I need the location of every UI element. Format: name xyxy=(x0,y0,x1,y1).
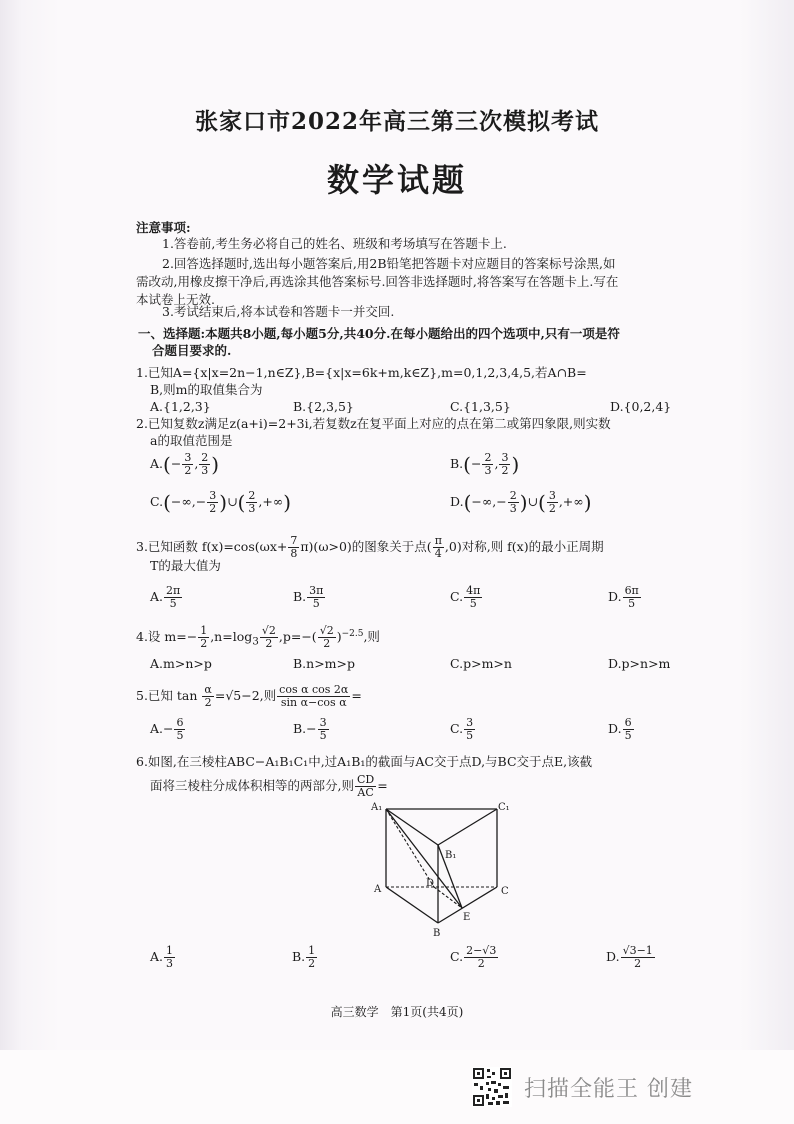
notice-heading: 注意事项: xyxy=(136,220,191,235)
q1-option-b: B.{2,3,5} xyxy=(293,399,354,414)
prism-figure xyxy=(366,795,526,945)
label-a1: A₁ xyxy=(371,802,383,813)
q3-option-c: C. $\frac{4\pi}{5}$ xyxy=(450,584,481,610)
q6-option-b: B. $\frac{1}{2}$ xyxy=(292,944,316,970)
q4-option-c: C.p>m>n xyxy=(450,656,512,671)
section-heading: 一、选择题:本题共8小题,每小题5分,共40分.在每小题给出的四个选项中,只有一项是符 xyxy=(138,326,620,341)
label-c1: C₁ xyxy=(498,802,510,813)
label-e: E xyxy=(463,912,471,923)
q5-option-c: C. $\frac{3}{5}$ xyxy=(450,716,474,742)
q3-stem: 3.已知函数 f(x)=cos(ωx+ $\frac{7}{8}$ π)(ω>0)的图象关于点( $\frac{\pi}{4}$ ,0)对称,则 f(x)的最小正周期 xyxy=(136,534,604,560)
q2-option-d: D.(−∞,− $\frac{2}{3}$ )∪( $\frac{3}{2}$ ,+∞) xyxy=(450,489,592,515)
exam-title: 张家口市2022年高三第三次模拟考试 xyxy=(194,108,599,135)
q1-option-d: D.{0,2,4} xyxy=(610,399,672,414)
q4-option-b: B.n>m>p xyxy=(293,656,356,671)
section-heading-cont: 合题目要求的. xyxy=(152,343,232,358)
q5-stem: 5.已知 tan $\frac{\alpha}{2}$ =√5−2,则 $\frac{\text{cos α cos 2α}}{\text{sin α−cos α}}$ = xyxy=(136,683,362,709)
notice-item-2-cont: 需改动,用橡皮擦干净后,再选涂其他答案标号.回答非选择题时,将答案写在答题卡上.写在 xyxy=(136,274,619,289)
q2-stem: 2.已知复数z满足z(a+i)=2+3i,若复数z在复平面上对应的点在第二或第四象限,则实数 xyxy=(136,416,611,431)
q6-stem: 6.如图,在三棱柱ABC−A₁B₁C₁中,过A₁B₁的截面与AC交于点D,与BC交于点E,该截 xyxy=(136,754,593,769)
q6-option-a: A. $\frac{1}{3}$ xyxy=(150,944,174,970)
q5-option-d: D. $\frac{6}{5}$ xyxy=(608,716,632,742)
q6-stem-cont: 面将三棱柱分成体积相等的两部分,则 $\frac{CD}{AC}$ = xyxy=(150,773,388,799)
q5-option-a: A.− $\frac{6}{5}$ xyxy=(150,716,184,742)
q2-option-b: B.(− $\frac{2}{3}$ , $\frac{3}{2}$ ) xyxy=(450,451,520,477)
page-footer: 高三数学 第1页(共4页) xyxy=(330,1005,464,1019)
q1-option-c: C.{1,3,5} xyxy=(450,399,511,414)
label-d: D xyxy=(426,878,435,889)
q2-stem-cont: a的取值范围是 xyxy=(150,433,233,448)
q5-option-b: B.− $\frac{3}{5}$ xyxy=(293,716,327,742)
q6-option-d: D. $\frac{√3-1}{2}$ xyxy=(606,944,653,970)
q3-stem-cont: T的最大值为 xyxy=(150,558,221,573)
q1-option-a: A.{1,2,3} xyxy=(150,399,211,414)
label-b: B xyxy=(433,928,441,939)
notice-item-3: 3.考试结束后,将本试卷和答题卡一并交回. xyxy=(162,304,395,319)
q1-stem-cont: B,则m的取值集合为 xyxy=(150,382,263,397)
q4-option-a: A.m>n>p xyxy=(150,656,212,671)
q4-stem: 4.设 m=− $\frac{1}{2}$ $,n=\log_3$ $\frac{√2}{2}$ ,p=−( $\frac{√2}{2}$ )$^{-2.5}$,则 xyxy=(136,624,380,650)
q2-option-c: C.(−∞,− $\frac{3}{2}$ )∪( $\frac{2}{3}$ ,+∞) xyxy=(150,489,292,515)
notice-item-2-end: 本试卷上无效. xyxy=(136,292,215,307)
watermark-text: 扫描全能王 创建 xyxy=(524,1076,693,1102)
subject-title: 数学试题 xyxy=(326,161,467,199)
q1-stem: 1.已知A={x|x=2n−1,n∈Z},B={x|x=6k+m,k∈Z},m=0,1,2,3,4,5,若A∩B= xyxy=(136,365,587,380)
notice-item-2: 2.回答选择题时,选出每小题答案后,用2B铅笔把答题卡对应题目的答案标号涂黑,如 xyxy=(162,256,616,271)
q2-option-a: A.(− $\frac{3}{2}$ , $\frac{2}{3}$ ) xyxy=(150,451,220,477)
notice-item-1: 1.答卷前,考生务必将自己的姓名、班级和考场填写在答题卡上. xyxy=(162,236,507,251)
q4-option-d: D.p>n>m xyxy=(608,656,671,671)
label-c: C xyxy=(501,886,509,897)
label-b1: B₁ xyxy=(445,850,457,861)
q3-option-b: B. $\frac{3\pi}{5}$ xyxy=(293,584,324,610)
q3-option-d: D. $\frac{6\pi}{5}$ xyxy=(608,584,639,610)
q6-option-c: C. $\frac{2-√3}{2}$ xyxy=(450,944,497,970)
label-a: A xyxy=(374,884,382,895)
qr-code-icon xyxy=(472,1067,512,1107)
q3-option-a: A. $\frac{2\pi}{5}$ xyxy=(150,584,181,610)
scanner-watermark xyxy=(472,1067,693,1107)
